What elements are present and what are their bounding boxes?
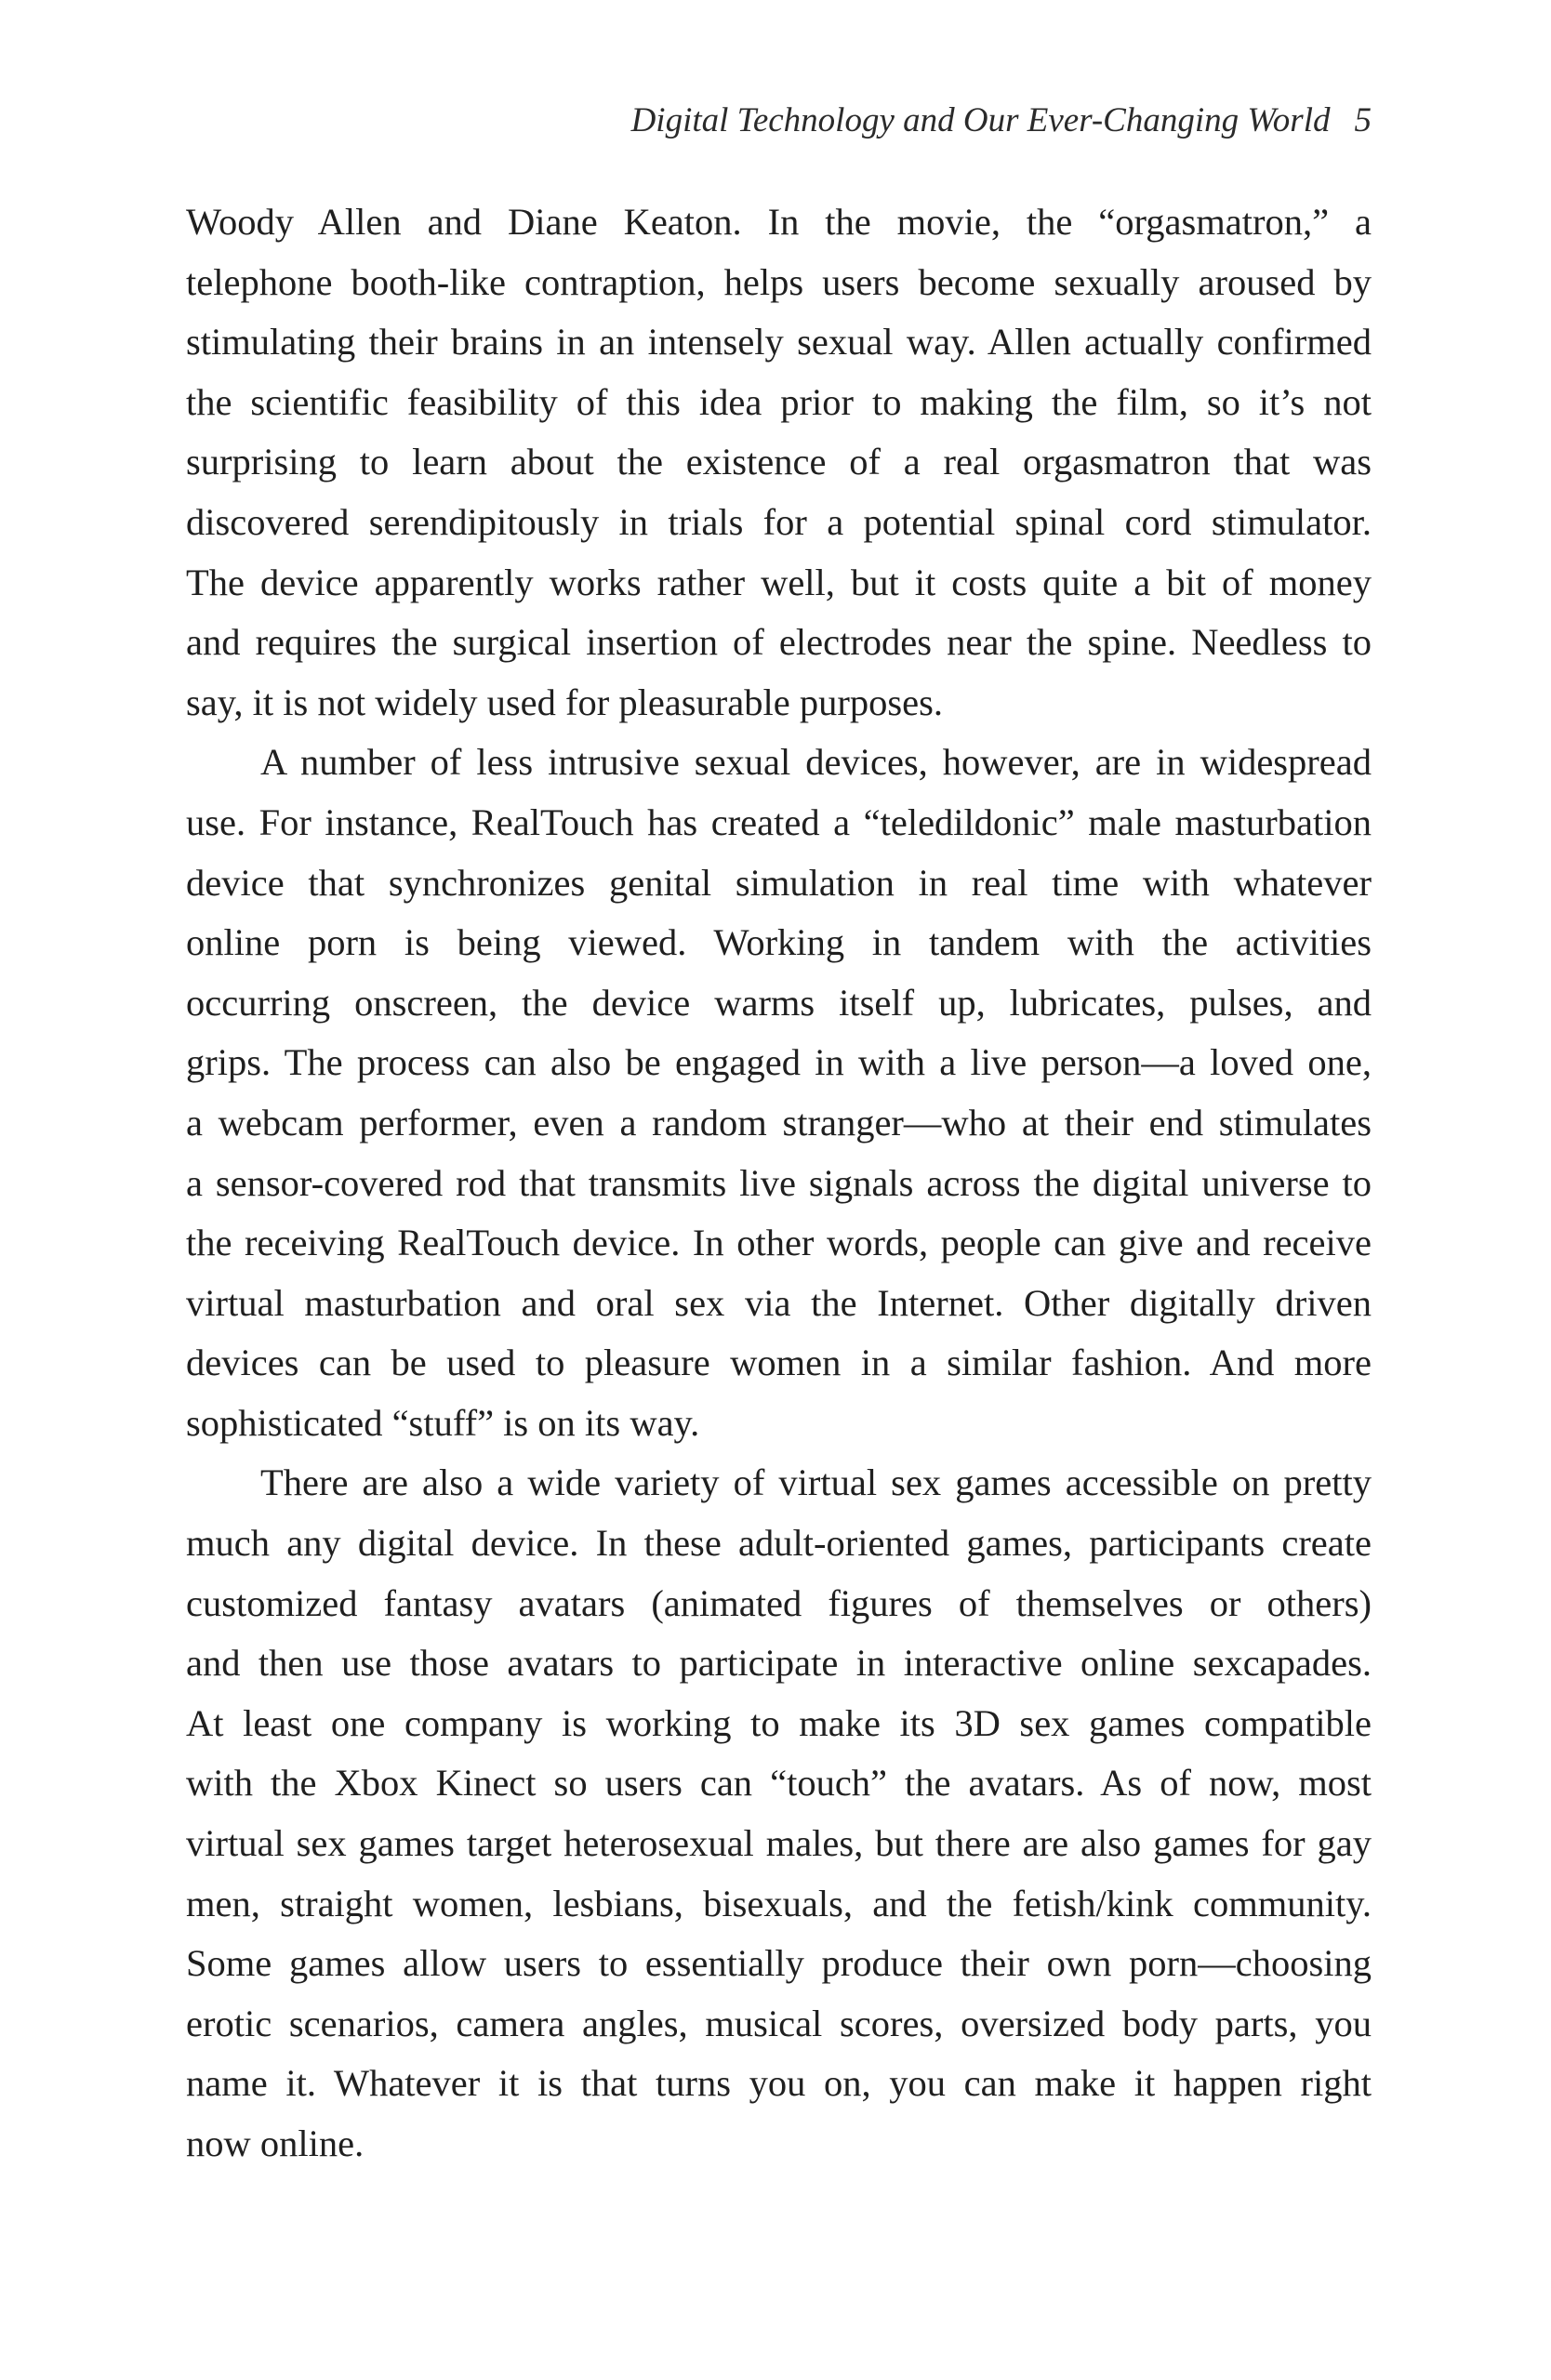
text-line: Woody Allen and Diane Keaton. In the movie, the “orgasmatron,” a <box>186 201 1372 243</box>
text-line: say, it is not widely used for pleasurable purposes. <box>186 681 943 723</box>
text-line: devices can be used to pleasure women in a similar fashion. And more <box>186 1342 1372 1384</box>
text-line: discovered serendipitously in trials for a potential spinal cord stimulator. <box>186 500 1372 543</box>
text-line: customized fantasy avatars (animated figures of themselves or others) <box>186 1581 1372 1624</box>
text-line: A number of less intrusive sexual devices, however, are in widespread <box>260 741 1372 784</box>
text-line: The device apparently works rather well, but it costs quite a bit of money <box>186 561 1372 603</box>
text-line: online porn is being viewed. Working in tandem with the activities <box>186 921 1372 964</box>
text-line: men, straight women, lesbians, bisexuals, and the fetish/kink community. <box>186 1882 1372 1924</box>
text-line: and then use those avatars to participate in interactive online sexcapades. <box>186 1642 1372 1685</box>
paragraph-2 <box>186 733 1372 1453</box>
body-text <box>186 192 1372 2175</box>
text-line: stimulating their brains in an intensely sexual way. Allen actually confirmed <box>186 321 1372 364</box>
text-line: a webcam performer, even a random stranger—who at their end stimulates <box>186 1101 1372 1144</box>
text-line: occurring onscreen, the device warms itself up, lubricates, pulses, and <box>186 981 1372 1024</box>
text-line: There are also a wide variety of virtual sex games accessible on pretty <box>260 1461 1372 1504</box>
text-line: the receiving RealTouch device. In other words, people can give and receive <box>186 1222 1372 1264</box>
text-line: erotic scenarios, camera angles, musical scores, oversized body parts, you <box>186 2002 1372 2044</box>
text-line: and requires the surgical insertion of electrodes near the spine. Needless to <box>186 621 1372 664</box>
text-line: telephone booth-like contraption, helps users become sexually aroused by <box>186 260 1372 303</box>
running-header <box>186 93 1372 149</box>
running-title: Digital Technology and Our Ever-Changing World <box>630 101 1331 139</box>
text-line: name it. Whatever it is that turns you on, you can make it happen right <box>186 2062 1372 2105</box>
text-line: grips. The process can also be engaged in with a live person—a loved one, <box>186 1041 1372 1084</box>
text-line: surprising to learn about the existence of a real orgasmatron that was <box>186 441 1372 483</box>
text-line: now online. <box>186 2122 365 2164</box>
paragraph-3 <box>186 1453 1372 2174</box>
text-line: At least one company is working to make its 3D sex games compatible <box>186 1701 1372 1744</box>
text-line: device that synchronizes genital simulation in real time with whatever <box>186 861 1372 904</box>
paragraph-1 <box>186 192 1372 733</box>
text-line: with the Xbox Kinect so users can “touch” the avatars. As of now, most <box>186 1762 1372 1805</box>
page-number: 5 <box>1354 101 1372 139</box>
text-line: virtual masturbation and oral sex via the Internet. Other digitally driven <box>186 1281 1372 1324</box>
text-line: sophisticated “stuff” is on its way. <box>186 1401 700 1444</box>
text-line: the scientific feasibility of this idea prior to making the film, so it’s not <box>186 380 1372 423</box>
text-line: virtual sex games target heterosexual males, but there are also games for gay <box>186 1822 1372 1865</box>
text-line: a sensor-covered rod that transmits live signals across the digital universe to <box>186 1161 1372 1204</box>
text-line: Some games allow users to essentially produce their own porn—choosing <box>186 1942 1372 1985</box>
text-line: use. For instance, RealTouch has created a “teledildonic” male masturbation <box>186 800 1372 843</box>
text-line: much any digital device. In these adult-oriented games, participants create <box>186 1522 1372 1565</box>
